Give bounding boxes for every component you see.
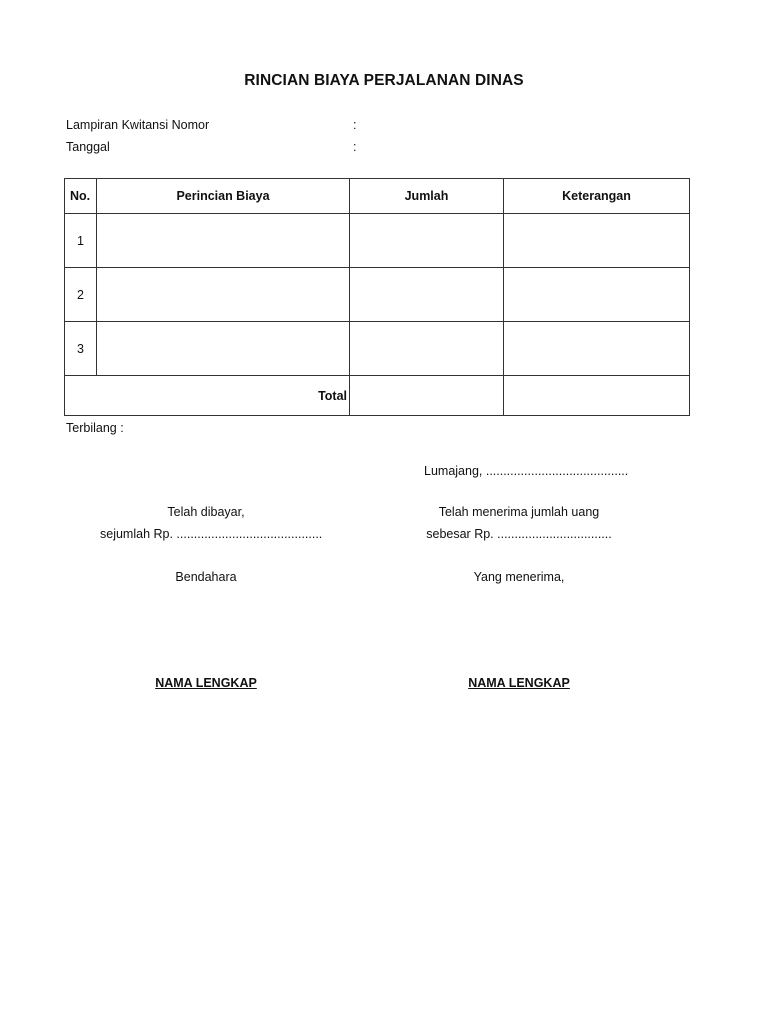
- cell-perincian: [97, 268, 350, 322]
- row-number: 2: [65, 268, 97, 322]
- cell-jumlah: [350, 322, 504, 376]
- header-jumlah: Jumlah: [350, 179, 504, 214]
- receiver-role: Yang menerima,: [473, 570, 565, 584]
- cell-keterangan: [504, 322, 690, 376]
- field-separator: :: [353, 140, 357, 154]
- cell-perincian: [97, 214, 350, 268]
- payer-role: Bendahara: [175, 570, 237, 584]
- table-row: [65, 268, 690, 322]
- header-keterangan: Keterangan: [504, 179, 690, 214]
- payer-amount: sejumlah Rp. ..........................................: [100, 527, 323, 541]
- field-separator: :: [353, 118, 357, 132]
- total-keterangan: [504, 376, 690, 416]
- receiver-signature-name: NAMA LENGKAP: [468, 676, 570, 690]
- table-total-row: [65, 376, 690, 416]
- cell-jumlah: [350, 268, 504, 322]
- document-title: RINCIAN BIAYA PERJALANAN DINAS: [244, 72, 524, 89]
- payer-signature-name: NAMA LENGKAP: [155, 676, 257, 690]
- receiver-statement: Telah menerima jumlah uang: [438, 505, 600, 519]
- table-row: [65, 214, 690, 268]
- cell-perincian: [97, 322, 350, 376]
- row-number: 3: [65, 322, 97, 376]
- receiver-amount: sebesar Rp. .................................: [426, 527, 612, 541]
- cell-jumlah: [350, 214, 504, 268]
- field-tanggal: [66, 140, 356, 154]
- place-date: Lumajang, .........................................: [424, 464, 629, 478]
- payer-statement: Telah dibayar,: [167, 505, 245, 519]
- total-jumlah: [350, 376, 504, 416]
- row-number: 1: [65, 214, 97, 268]
- field-lampiran-kwitansi: [66, 118, 356, 132]
- header-no: No.: [65, 179, 97, 214]
- field-label: Lampiran Kwitansi Nomor: [66, 118, 210, 132]
- header-perincian-biaya: Perincian Biaya: [97, 179, 350, 214]
- cell-keterangan: [504, 214, 690, 268]
- cell-keterangan: [504, 268, 690, 322]
- table-row: [65, 322, 690, 376]
- cost-table: [64, 178, 690, 416]
- terbilang-label: Terbilang :: [66, 421, 124, 435]
- total-label: Total: [65, 376, 350, 416]
- field-label: Tanggal: [66, 140, 110, 154]
- table-header-row: [65, 179, 690, 214]
